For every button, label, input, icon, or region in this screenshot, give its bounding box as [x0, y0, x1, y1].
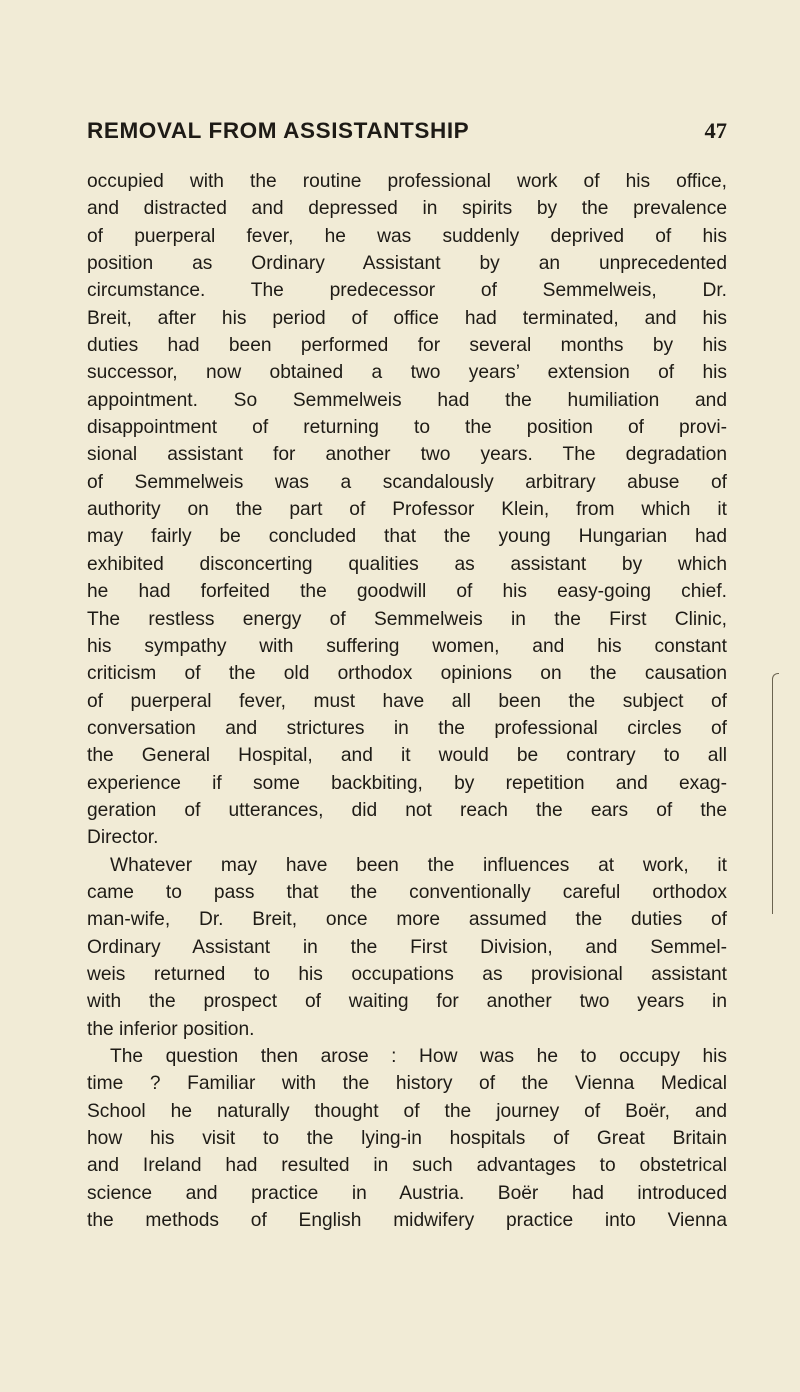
text-line: School he naturally thought of the journey of Boër, and [87, 1100, 727, 1122]
text-line: came to pass that the conventionally careful orthodox [87, 881, 727, 903]
text-line: man-wife, Dr. Breit, once more assumed the duties of [87, 909, 727, 931]
text-line: conversation and strictures in the professional circles of [87, 717, 727, 739]
text-line: successor, now obtained a two years’ extension of his [87, 362, 727, 384]
text-line: experience if some backbiting, by repetition and exag- [87, 772, 727, 794]
text-line: circumstance. The predecessor of Semmelweis, Dr. [87, 280, 727, 302]
text-line: how his visit to the lying-in hospitals of Great Britain [87, 1128, 727, 1150]
text-line: Breit, after his period of office had terminated, and his [87, 307, 727, 329]
body-text [87, 168, 727, 1234]
text-line: occupied with the routine professional work of his office, [87, 171, 727, 192]
text-line: weis returned to his occupations as provisional assistant [87, 963, 727, 985]
text-line: the General Hospital, and it would be contrary to all [87, 745, 727, 767]
text-line: of Semmelweis was a scandalously arbitrary abuse of [87, 471, 727, 493]
text-line: science and practice in Austria. Boër had introduced [87, 1182, 727, 1204]
margin-pencil-mark [772, 673, 779, 914]
text-line: sional assistant for another two years. The degradation [87, 444, 727, 466]
running-head [87, 118, 727, 150]
text-line: position as Ordinary Assistant by an unprecedented [87, 253, 727, 275]
text-line: with the prospect of waiting for another two years in [87, 991, 727, 1013]
text-line: the methods of English midwifery practice into Vienna [87, 1210, 727, 1232]
text-line: disappointment of returning to the position of provi- [87, 417, 727, 439]
paragraph-end-line: Director. [87, 827, 159, 849]
paragraph-start-line: The question then arose : How was he to occupy his [110, 1046, 727, 1067]
text-line: his sympathy with suffering women, and his constant [87, 635, 727, 657]
text-line: appointment. So Semmelweis had the humiliation and [87, 389, 727, 411]
text-line: and Ireland had resulted in such advantages to obstetrical [87, 1155, 727, 1177]
text-line: exhibited disconcerting qualities as assistant by which [87, 553, 727, 575]
text-line: may fairly be concluded that the young Hungarian had [87, 526, 727, 548]
text-line: geration of utterances, did not reach the ears of the [87, 799, 727, 821]
running-title: REMOVAL FROM ASSISTANTSHIP [87, 118, 470, 143]
text-line: criticism of the old orthodox opinions on the causation [87, 663, 727, 685]
text-line: of puerperal fever, must have all been the subject of [87, 690, 727, 712]
paragraph-end-line: the inferior position. [87, 1018, 255, 1040]
text-line: duties had been performed for several months by his [87, 335, 727, 357]
text-line: he had forfeited the goodwill of his easy-going chief. [87, 581, 727, 603]
paragraph-start-line: Whatever may have been the influences at work, it [110, 854, 727, 876]
page-number: 47 [704, 118, 727, 143]
text-line: time ? Familiar with the history of the Vienna Medical [87, 1073, 727, 1095]
text-line: and distracted and depressed in spirits by the prevalence [87, 198, 727, 220]
text-line: Ordinary Assistant in the First Division, and Semmel- [87, 936, 727, 958]
text-line: authority on the part of Professor Klein, from which it [87, 499, 727, 521]
text-line: The restless energy of Semmelweis in the First Clinic, [87, 608, 727, 630]
text-line: of puerperal fever, he was suddenly deprived of his [87, 225, 727, 247]
